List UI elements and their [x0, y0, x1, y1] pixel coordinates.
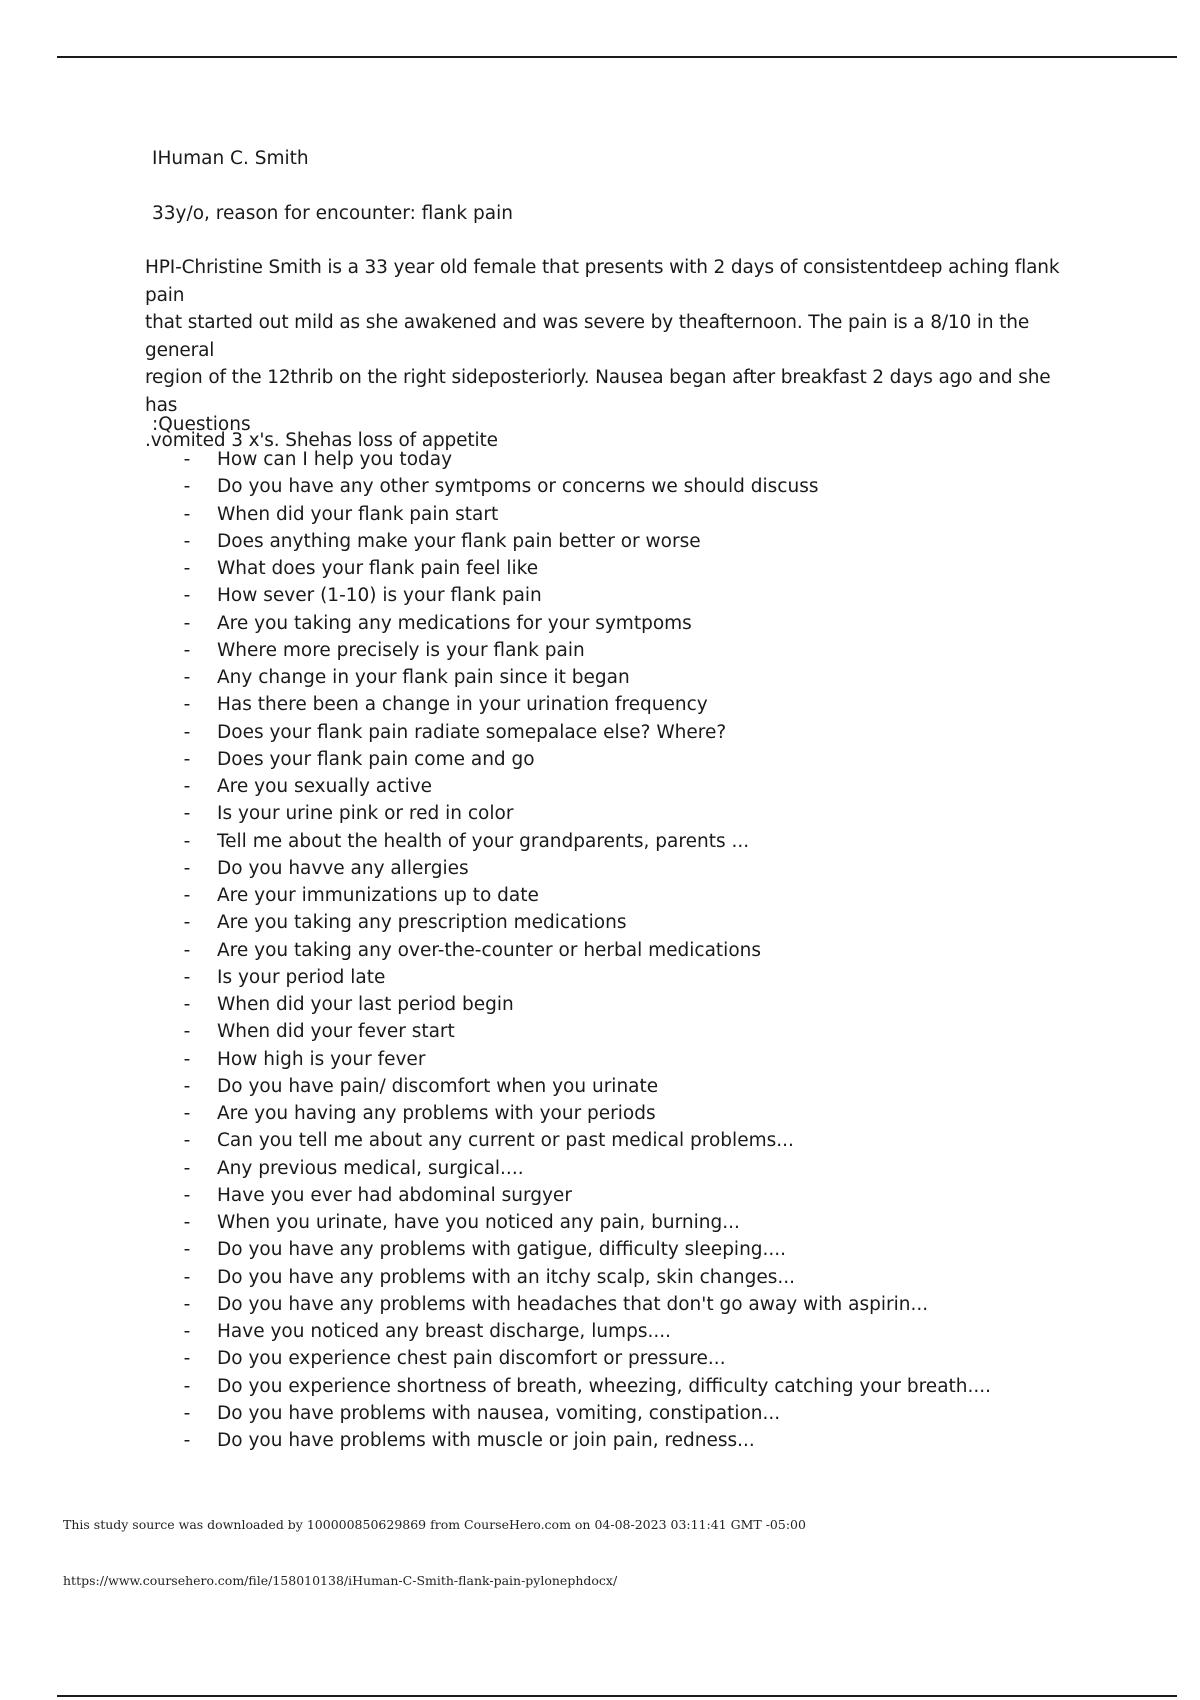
bullet-dash: -	[183, 994, 191, 1015]
bullet-dash: -	[183, 1293, 191, 1315]
question-item	[0, 719, 1200, 746]
question-text: Are your immunizations up to date	[217, 885, 539, 906]
question-item	[0, 1236, 1200, 1263]
question-item	[0, 582, 1200, 609]
bullet-dash: -	[183, 1321, 191, 1342]
question-item	[0, 773, 1200, 800]
question-item	[0, 610, 1200, 637]
question-text: Do you have any problems with headaches that don't go away with aspirin...	[217, 1293, 929, 1315]
question-item	[0, 1127, 1200, 1154]
bullet-dash: -	[183, 885, 191, 906]
bullet-dash: -	[183, 748, 191, 770]
hpi-line: that started out mild as she awakened and was severe by theafternoon. The pain is a 8/10 in the general	[145, 312, 1030, 361]
question-item	[0, 501, 1200, 528]
question-text: Have you noticed any breast discharge, lumps....	[217, 1321, 671, 1342]
bullet-dash: -	[183, 721, 191, 743]
question-item	[0, 828, 1200, 855]
question-item	[0, 1400, 1200, 1427]
question-item	[0, 937, 1200, 964]
bullet-dash: -	[183, 530, 191, 552]
bullet-dash: -	[183, 503, 191, 525]
bullet-dash: -	[183, 776, 191, 797]
bullet-dash: -	[183, 1075, 191, 1097]
question-text: When you urinate, have you noticed any pain, burning...	[217, 1212, 740, 1233]
question-text: Do you havve any allergies	[217, 857, 469, 879]
question-item	[0, 1373, 1200, 1400]
bullet-dash: -	[183, 1103, 191, 1124]
hpi-line: .vomited 3 x's. Shehas loss of appetite	[145, 430, 498, 451]
question-item	[0, 746, 1200, 773]
question-text: Are you sexually active	[217, 776, 433, 797]
question-item	[0, 1291, 1200, 1318]
bullet-dash: -	[183, 667, 191, 688]
bullet-dash: -	[183, 1239, 191, 1261]
bullet-dash: -	[183, 1021, 191, 1043]
question-text: Where more precisely is your flank pain	[217, 639, 585, 661]
questions-heading: :Questions	[152, 414, 251, 435]
question-text: Any change in your flank pain since it began	[217, 667, 630, 688]
bullet-dash: -	[183, 830, 191, 852]
question-text: Can you tell me about any current or past medical problems...	[217, 1130, 794, 1152]
question-item	[0, 1264, 1200, 1291]
question-text: Do you have any problems with an itchy scalp, skin changes...	[217, 1266, 795, 1288]
question-item	[0, 1100, 1200, 1127]
question-text: When did your last period begin	[217, 994, 514, 1015]
question-item	[0, 964, 1200, 991]
bullet-dash: -	[183, 612, 191, 634]
bullet-dash: -	[183, 585, 191, 607]
question-text: Do you have any other symtpoms or concerns we should discuss	[217, 476, 819, 498]
bullet-dash: -	[183, 857, 191, 879]
question-text: Are you taking any over-the-counter or herbal medications	[217, 939, 762, 961]
question-item	[0, 1073, 1200, 1100]
hpi-line: region of the 12thrib on the right sideposteriorly. Nausea began after breakfast 2 days ago and she has	[145, 367, 1051, 416]
bullet-dash: -	[183, 1375, 191, 1397]
top-rule	[57, 56, 1177, 58]
question-item	[0, 555, 1200, 582]
question-text: Do you have pain/ discomfort when you urinate	[217, 1075, 659, 1097]
bullet-dash: -	[183, 912, 191, 934]
bullet-dash: -	[183, 1184, 191, 1206]
bullet-dash: -	[183, 1212, 191, 1233]
bullet-dash: -	[183, 1266, 191, 1288]
question-item	[0, 664, 1200, 691]
bullet-dash: -	[183, 1402, 191, 1424]
bullet-dash: -	[183, 1348, 191, 1370]
question-text: When did your flank pain start	[217, 503, 499, 525]
question-text: Tell me about the health of your grandparents, parents ...	[217, 830, 750, 852]
bullet-dash: -	[183, 639, 191, 661]
question-text: Has there been a change in your urination frequency	[217, 694, 708, 716]
question-text: How sever (1-10) is your flank pain	[217, 585, 542, 607]
question-text: Any previous medical, surgical....	[217, 1157, 524, 1179]
question-text: Do you have any problems with gatigue, difficulty sleeping....	[217, 1239, 787, 1261]
question-text: Do you experience chest pain discomfort or pressure...	[217, 1348, 726, 1370]
bullet-dash: -	[183, 1130, 191, 1152]
question-item	[0, 1209, 1200, 1236]
question-text: How high is your fever	[217, 1048, 426, 1070]
bullet-dash: -	[183, 966, 191, 988]
question-text: Do you have problems with nausea, vomiting, constipation...	[217, 1402, 781, 1424]
question-text: Does your flank pain come and go	[217, 748, 535, 770]
source-url: https://www.coursehero.com/file/158010138/iHuman-C-Smith-flank-pain-pylonephdocx/	[63, 1573, 618, 1588]
question-item	[0, 882, 1200, 909]
question-text: Does your flank pain radiate somepalace else? Where?	[217, 721, 727, 743]
question-item	[0, 855, 1200, 882]
question-item	[0, 800, 1200, 827]
bullet-dash: -	[183, 1048, 191, 1070]
document-title: IHuman C. Smith	[152, 148, 309, 169]
download-source-note: This study source was downloaded by 100000850629869 from CourseHero.com on 04-08-2023 03:11:41 GMT -05:00	[63, 1517, 806, 1532]
encounter-reason: 33y/o, reason for encounter: flank pain	[152, 203, 513, 224]
question-text: How can I help you today	[217, 449, 453, 470]
question-item	[0, 637, 1200, 664]
question-item	[0, 1318, 1200, 1345]
question-item	[0, 1427, 1200, 1454]
question-item	[0, 446, 1200, 473]
bullet-dash: -	[183, 476, 191, 498]
bullet-dash: -	[183, 803, 191, 825]
question-item	[0, 1046, 1200, 1073]
bottom-rule	[57, 1695, 1177, 1697]
bullet-dash: -	[183, 939, 191, 961]
question-item	[0, 1018, 1200, 1045]
question-text: Is your period late	[217, 966, 386, 988]
question-text: Is your urine pink or red in color	[217, 803, 514, 825]
question-item	[0, 473, 1200, 500]
question-text: Are you taking any prescription medications	[217, 912, 627, 934]
hpi-paragraph	[145, 254, 1085, 455]
bullet-dash: -	[183, 558, 191, 579]
bullet-dash: -	[183, 1430, 191, 1451]
bullet-dash: -	[183, 449, 191, 470]
question-text: Do you experience shortness of breath, wheezing, difficulty catching your breath....	[217, 1375, 992, 1397]
question-text: When did your fever start	[217, 1021, 455, 1043]
question-text: Are you taking any medications for your symtpoms	[217, 612, 692, 634]
question-item	[0, 528, 1200, 555]
bullet-dash: -	[183, 1157, 191, 1179]
question-item	[0, 909, 1200, 936]
question-item	[0, 1182, 1200, 1209]
question-item	[0, 691, 1200, 718]
question-text: What does your flank pain feel like	[217, 558, 539, 579]
question-text: Are you having any problems with your periods	[217, 1103, 656, 1124]
question-text: Do you have problems with muscle or join pain, redness...	[217, 1430, 755, 1451]
question-item	[0, 991, 1200, 1018]
question-text: Does anything make your flank pain better or worse	[217, 530, 701, 552]
question-item	[0, 1155, 1200, 1182]
hpi-line: HPI-Christine Smith is a 33 year old female that presents with 2 days of consistentdeep aching flank pain	[145, 257, 1060, 306]
bullet-dash: -	[183, 694, 191, 716]
question-text: Have you ever had abdominal surgyer	[217, 1184, 572, 1206]
question-item	[0, 1345, 1200, 1372]
questions-list	[0, 446, 1200, 1454]
